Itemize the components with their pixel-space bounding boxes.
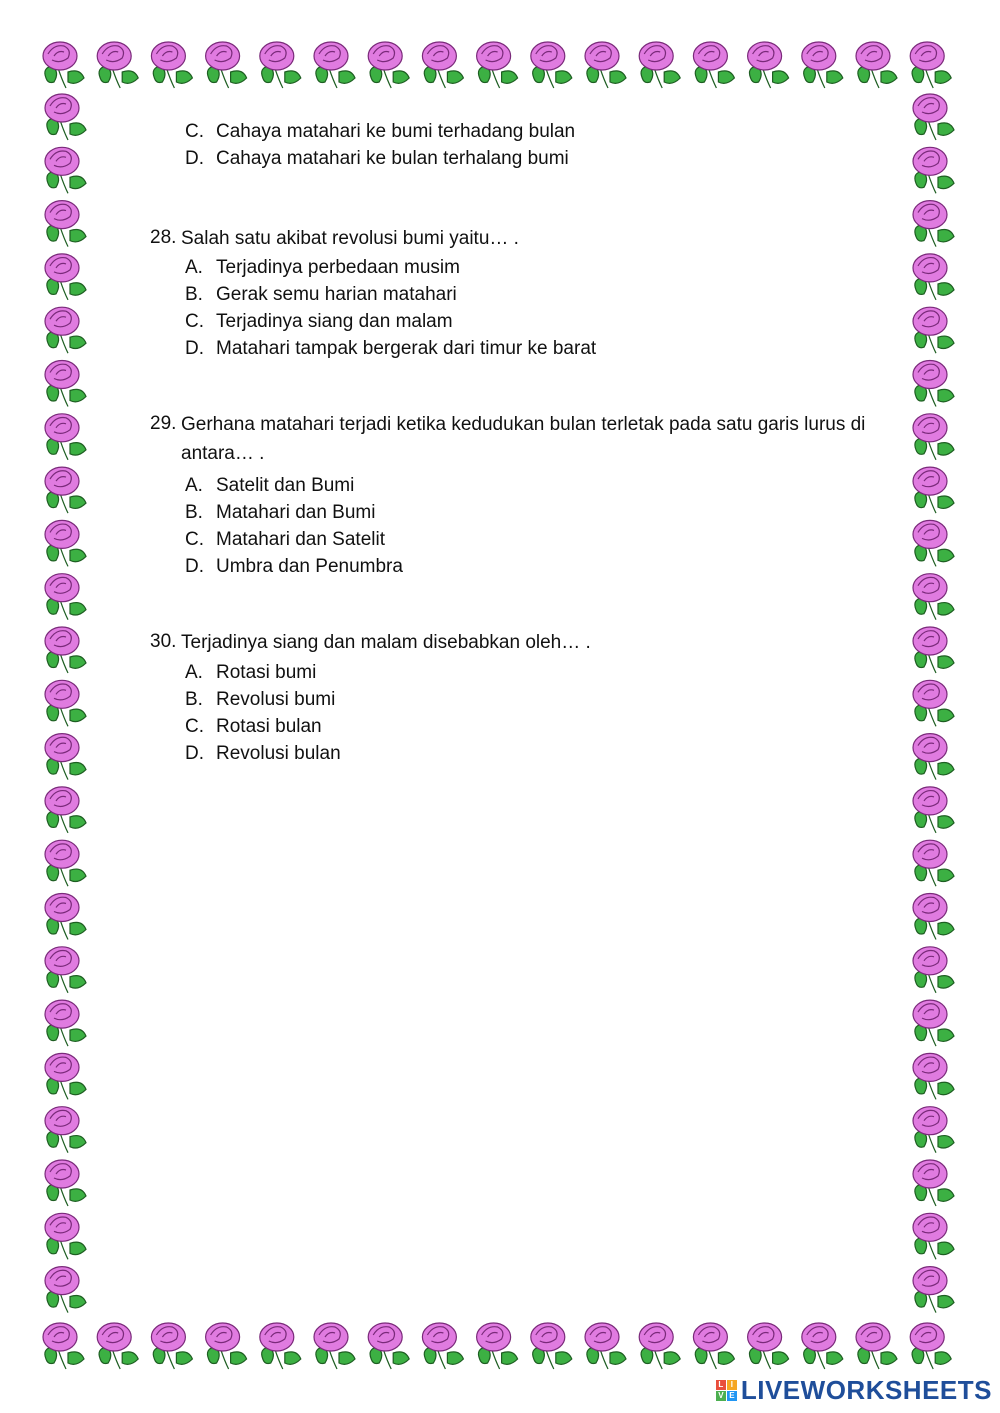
option-text: Terjadinya perbedaan musim	[216, 257, 460, 278]
option-letter: C.	[185, 716, 204, 737]
option-row[interactable]	[185, 254, 460, 281]
question-30	[150, 628, 890, 657]
rose-icon	[585, 42, 626, 88]
rose-icon	[913, 1107, 954, 1153]
option-row[interactable]	[185, 308, 453, 335]
rose-icon	[45, 1000, 86, 1046]
option-letter: C.	[185, 121, 204, 142]
rose-icon	[45, 414, 86, 460]
option-row[interactable]	[185, 740, 341, 767]
rose-icon	[802, 1323, 843, 1369]
rose-icon	[45, 361, 86, 407]
rose-icon	[913, 467, 954, 513]
option-row[interactable]	[185, 118, 575, 145]
rose-icon	[693, 42, 734, 88]
rose-icon	[910, 42, 951, 88]
rose-icon	[45, 201, 86, 247]
option-letter: B.	[185, 284, 203, 305]
rose-icon	[913, 734, 954, 780]
option-row[interactable]	[185, 281, 457, 308]
brand-text: LIVEWORKSHEETS	[740, 1374, 992, 1405]
rose-icon	[45, 680, 86, 726]
rose-icon	[748, 42, 789, 88]
rose-icon	[43, 42, 84, 88]
rose-icon	[585, 1323, 626, 1369]
option-text: Cahaya matahari ke bulan terhalang bumi	[216, 148, 569, 169]
option-letter: B.	[185, 689, 203, 710]
rose-icon	[531, 1323, 572, 1369]
rose-icon	[913, 840, 954, 886]
option-letter: D.	[185, 556, 204, 577]
option-row[interactable]	[185, 499, 375, 526]
rose-icon	[856, 1323, 897, 1369]
option-letter: A.	[185, 475, 203, 496]
option-text: Matahari dan Bumi	[216, 502, 376, 523]
rose-icon	[45, 1107, 86, 1153]
rose-icon	[45, 894, 86, 940]
rose-icon	[913, 1267, 954, 1313]
option-row[interactable]	[185, 713, 322, 740]
rose-icon	[368, 42, 409, 88]
rose-icon	[45, 947, 86, 993]
option-letter: B.	[185, 502, 203, 523]
rose-border-left	[38, 90, 92, 1317]
rose-icon	[913, 201, 954, 247]
logo-letter: E	[727, 1391, 737, 1401]
option-row[interactable]	[185, 659, 316, 686]
rose-icon	[43, 1323, 84, 1369]
option-letter: C.	[185, 529, 204, 550]
option-row[interactable]	[185, 335, 596, 362]
question-text: Salah satu akibat revolusi bumi yaitu… .	[181, 228, 519, 249]
border-right	[906, 90, 960, 1317]
rose-icon	[913, 1213, 954, 1259]
border-top	[38, 36, 960, 90]
rose-icon	[45, 307, 86, 353]
rose-icon	[45, 1053, 86, 1099]
rose-icon	[531, 42, 572, 88]
rose-icon	[45, 574, 86, 620]
option-text: Rotasi bulan	[216, 716, 322, 737]
option-row[interactable]	[185, 686, 335, 713]
option-letter: D.	[185, 338, 204, 359]
rose-icon	[368, 1323, 409, 1369]
rose-icon	[151, 42, 192, 88]
rose-icon	[97, 42, 138, 88]
rose-icon	[45, 94, 86, 140]
question-text: Terjadinya siang dan malam disebabkan oleh… .	[181, 632, 591, 653]
rose-icon	[477, 42, 518, 88]
rose-icon	[45, 840, 86, 886]
logo-letter: V	[716, 1391, 726, 1401]
rose-icon	[913, 947, 954, 993]
rose-border-right	[906, 90, 960, 1317]
rose-border-top	[38, 36, 960, 90]
option-row[interactable]	[185, 145, 569, 172]
rose-icon	[260, 1323, 301, 1369]
rose-icon	[913, 627, 954, 673]
option-row[interactable]	[185, 472, 354, 499]
rose-icon	[913, 894, 954, 940]
rose-icon	[97, 1323, 138, 1369]
option-text: Matahari dan Satelit	[216, 529, 385, 550]
rose-icon	[913, 147, 954, 193]
question-number: 28.	[150, 227, 177, 248]
option-text: Matahari tampak bergerak dari timur ke barat	[216, 338, 597, 359]
rose-icon	[45, 734, 86, 780]
rose-icon	[913, 787, 954, 833]
option-letter: D.	[185, 148, 204, 169]
option-text: Umbra dan Penumbra	[216, 556, 403, 577]
rose-icon	[802, 42, 843, 88]
question-29	[150, 410, 890, 468]
rose-icon	[260, 42, 301, 88]
rose-icon	[314, 1323, 355, 1369]
option-letter: A.	[185, 662, 203, 683]
rose-icon	[45, 467, 86, 513]
question-28	[150, 224, 890, 253]
rose-icon	[913, 1053, 954, 1099]
rose-icon	[913, 574, 954, 620]
question-number: 29.	[150, 413, 177, 434]
rose-border-bottom	[38, 1317, 960, 1371]
question-number: 30.	[150, 631, 177, 652]
option-row[interactable]	[185, 526, 385, 553]
rose-icon	[45, 147, 86, 193]
rose-icon	[910, 1323, 951, 1369]
question-text: Gerhana matahari terjadi ketika kedudukan bulan terletak pada satu garis lurus di antara… .	[181, 414, 866, 464]
option-letter: C.	[185, 311, 204, 332]
border-left	[38, 90, 92, 1317]
logo-letter: I	[727, 1380, 737, 1390]
option-text: Rotasi bumi	[216, 662, 317, 683]
rose-icon	[693, 1323, 734, 1369]
rose-icon	[45, 520, 86, 566]
rose-icon	[748, 1323, 789, 1369]
rose-icon	[913, 414, 954, 460]
rose-icon	[45, 1267, 86, 1313]
rose-icon	[206, 42, 247, 88]
rose-icon	[151, 1323, 192, 1369]
option-letter: D.	[185, 743, 204, 764]
rose-icon	[913, 680, 954, 726]
rose-icon	[913, 94, 954, 140]
rose-icon	[45, 627, 86, 673]
liveworksheets-logo-icon	[716, 1380, 737, 1401]
option-text: Revolusi bumi	[216, 689, 336, 710]
option-text: Cahaya matahari ke bumi terhadang bulan	[216, 121, 576, 142]
rose-icon	[45, 1160, 86, 1206]
rose-icon	[913, 361, 954, 407]
rose-icon	[913, 1000, 954, 1046]
rose-icon	[913, 254, 954, 300]
rose-icon	[477, 1323, 518, 1369]
option-letter: A.	[185, 257, 203, 278]
rose-icon	[45, 787, 86, 833]
logo-letter: L	[716, 1380, 726, 1390]
liveworksheets-brand[interactable]	[716, 1375, 992, 1405]
option-text: Terjadinya siang dan malam	[216, 311, 453, 332]
rose-icon	[639, 1323, 680, 1369]
rose-icon	[639, 42, 680, 88]
rose-icon	[913, 307, 954, 353]
rose-icon	[913, 1160, 954, 1206]
rose-icon	[45, 254, 86, 300]
option-text: Satelit dan Bumi	[216, 475, 355, 496]
rose-icon	[422, 1323, 463, 1369]
rose-icon	[422, 42, 463, 88]
option-text: Revolusi bulan	[216, 743, 341, 764]
rose-icon	[206, 1323, 247, 1369]
border-bottom	[38, 1317, 960, 1371]
rose-icon	[856, 42, 897, 88]
rose-icon	[45, 1213, 86, 1259]
rose-icon	[314, 42, 355, 88]
option-row[interactable]	[185, 553, 403, 580]
rose-icon	[913, 520, 954, 566]
option-text: Gerak semu harian matahari	[216, 284, 457, 305]
